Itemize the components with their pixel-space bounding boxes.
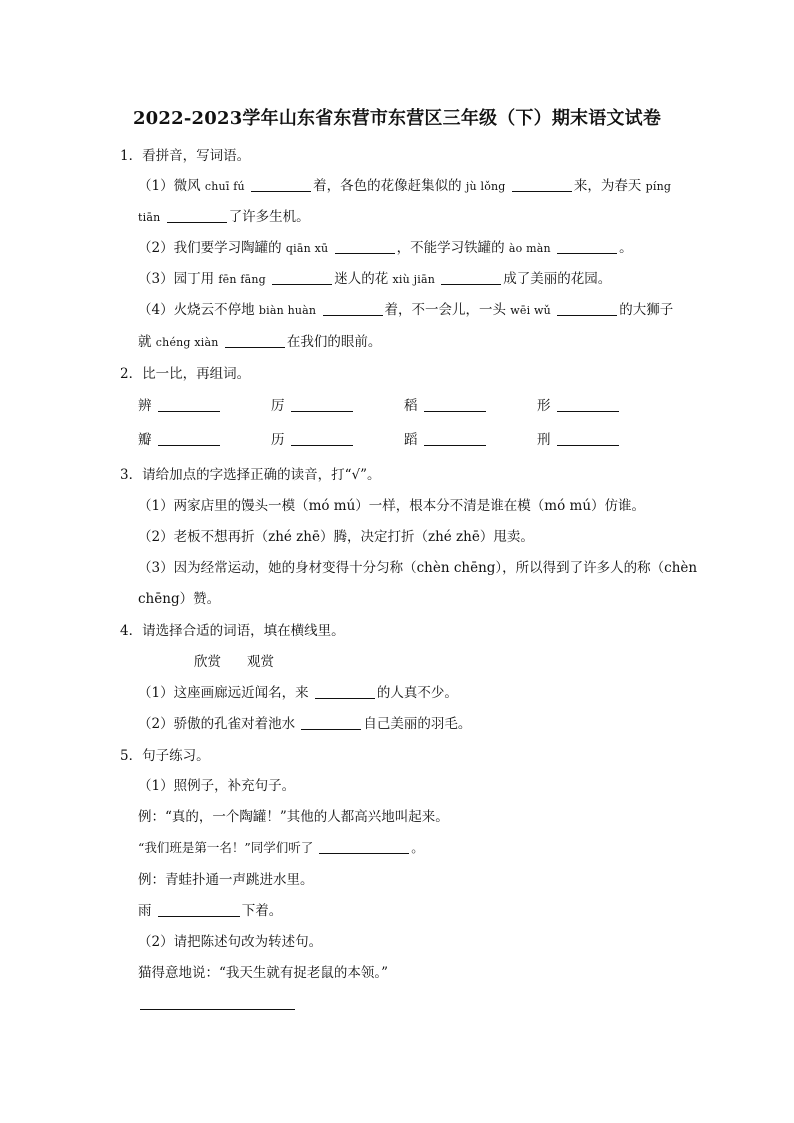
answer-blank[interactable] <box>140 995 295 1010</box>
q1-l3-pinyin-2: ào màn <box>508 242 551 255</box>
q4-stem: 4．请选择合适的词语，填在横线里。 <box>120 623 345 639</box>
q2-char: 瓣 <box>138 432 152 448</box>
q5-fill2-a: 雨 <box>138 903 156 919</box>
q4-option: 欣赏 <box>194 654 221 670</box>
q1-l4-pinyin-2: xiù jiān <box>392 273 435 286</box>
q3-line-1: （1）两家店里的馒头一模（mó mú）一样，根本分不清是谁在模（mó mú）仿谁。 <box>138 498 646 514</box>
q1-l5-pinyin-1: biàn huàn <box>258 304 317 317</box>
q1-l4-pinyin-1: fēn fāng <box>218 273 266 286</box>
answer-blank[interactable] <box>272 270 332 285</box>
answer-blank[interactable] <box>557 301 617 316</box>
page-title: 2022-2023学年山东省东营市东营区三年级（下）期末语文试卷 <box>132 108 662 129</box>
q1-l5-c: 的大狮子 <box>619 302 674 318</box>
answer-blank[interactable] <box>225 333 285 348</box>
q5-example-1: 例：“真的，一个陶罐！”其他的人都高兴地叫起来。 <box>138 809 449 825</box>
answer-blank[interactable] <box>158 397 220 412</box>
q4-option: 观赏 <box>247 654 274 670</box>
q1-line-1 <box>138 176 671 197</box>
q1-line-5 <box>138 300 673 321</box>
q1-l4-a: （3）园丁用 <box>138 271 219 287</box>
q2-item <box>271 396 355 416</box>
q2-char: 形 <box>537 398 551 414</box>
q3-line-4: chēng）赞。 <box>138 591 221 607</box>
q4-l1-b: 的人真不少。 <box>376 685 458 701</box>
answer-blank[interactable] <box>424 397 486 412</box>
q2-item <box>271 430 355 450</box>
q4-options <box>194 652 274 672</box>
q5-sub-2: （2）请把陈述句改为转述句。 <box>138 934 323 950</box>
q5-example-2: 例：青蛙扑通一声跳进水里。 <box>138 872 314 888</box>
answer-blank[interactable] <box>323 301 383 316</box>
q1-line-4 <box>138 269 611 290</box>
answer-blank[interactable] <box>291 397 353 412</box>
answer-blank[interactable] <box>512 177 572 192</box>
answer-blank[interactable] <box>315 684 375 699</box>
q4-l2-a: （2）骄傲的孔雀对着池水 <box>138 716 300 732</box>
q2-item <box>537 396 621 416</box>
q1-line-6 <box>138 332 381 353</box>
q1-l6-b: 在我们的眼前。 <box>286 334 382 350</box>
q1-l1-c: 来，为春天 <box>573 178 646 194</box>
q2-item <box>138 396 222 416</box>
q1-l1-pinyin-1: chuī fú <box>204 180 245 193</box>
q3-line-2: （2）老板不想再折（zhé zhē）腾，决定打折（zhé zhē）甩卖。 <box>138 529 534 545</box>
answer-blank[interactable] <box>291 431 353 446</box>
answer-blank[interactable] <box>319 839 409 854</box>
answer-blank[interactable] <box>557 397 619 412</box>
q1-l5-pinyin-2: wēi wǔ <box>510 304 551 317</box>
answer-blank[interactable] <box>335 239 395 254</box>
q1-l1-pinyin-3: píng <box>645 180 672 193</box>
answer-blank[interactable] <box>301 715 361 730</box>
q2-char: 刑 <box>537 432 551 448</box>
q2-item <box>404 430 488 450</box>
q4-l2-b: 自己美丽的羽毛。 <box>363 716 472 732</box>
q2-char: 厉 <box>271 398 285 414</box>
q5-example-3: 猫得意地说：“我天生就有捉老鼠的本领。” <box>138 965 389 981</box>
q1-l5-a: （4）火烧云不停地 <box>138 302 259 318</box>
q1-l2-b: 了许多生机。 <box>228 209 310 225</box>
answer-blank[interactable] <box>557 431 619 446</box>
q2-item <box>138 430 222 450</box>
q1-l3-a: （2）我们要学习陶罐的 <box>138 240 286 256</box>
q1-l4-c: 成了美丽的花园。 <box>503 271 612 287</box>
q1-l6-pinyin: chéng xiàn <box>155 336 219 349</box>
q1-l2-pinyin: tiān <box>138 211 161 224</box>
answer-blank[interactable] <box>251 177 311 192</box>
q2-item <box>404 396 488 416</box>
answer-blank[interactable] <box>167 208 227 223</box>
q1-l1-pinyin-2: jù lǒng <box>465 180 506 193</box>
q5-fill2-b: 下着。 <box>241 903 283 919</box>
q1-l4-b: 迷人的花 <box>334 271 393 287</box>
q1-line-3 <box>138 238 633 259</box>
q5-fill1-b: 。 <box>411 840 424 855</box>
q2-char: 辨 <box>138 398 152 414</box>
q2-char: 稻 <box>404 398 418 414</box>
q4-line-1 <box>138 683 458 703</box>
answer-blank[interactable] <box>557 239 617 254</box>
q2-char: 蹈 <box>404 432 418 448</box>
answer-blank[interactable] <box>424 431 486 446</box>
q1-l3-b: ，不能学习铁罐的 <box>396 240 509 256</box>
q1-l5-b: 着，不一会儿，一头 <box>384 302 511 318</box>
q1-l1-a: （1）微风 <box>138 178 205 194</box>
q1-l3-pinyin-1: qiān xū <box>285 242 329 255</box>
q1-line-2 <box>138 207 310 228</box>
answer-blank[interactable] <box>441 270 501 285</box>
q5-fill-2 <box>138 901 282 921</box>
q3-line-3: （3）因为经常运动，她的身材变得十分匀称（chèn chēng），所以得到了许多人的称（chèn <box>138 560 698 576</box>
q1-l1-b: 着，各色的花像赶集似的 <box>313 178 466 194</box>
q5-stem: 5．句子练习。 <box>120 748 210 764</box>
answer-blank[interactable] <box>158 902 240 917</box>
q1-l3-c: 。 <box>619 240 633 256</box>
q2-item <box>537 430 621 450</box>
q2-char: 历 <box>271 432 285 448</box>
q3-stem: 3．请给加点的字选择正确的读音，打“√”。 <box>120 467 381 483</box>
q4-l1-a: （1）这座画廊远近闻名，来 <box>138 685 313 701</box>
q5-sub-1: （1）照例子，补充句子。 <box>138 778 296 794</box>
q2-stem: 2．比一比，再组词。 <box>120 366 251 382</box>
q1-l6-a: 就 <box>138 334 156 350</box>
q5-answer-line <box>138 994 297 1014</box>
q1-stem: 1．看拼音，写词语。 <box>120 148 251 164</box>
q4-line-2 <box>138 714 471 734</box>
q5-fill1-a: “我们班是第一名！”同学们听了 <box>138 840 318 855</box>
answer-blank[interactable] <box>158 431 220 446</box>
q5-fill-1 <box>138 838 424 858</box>
